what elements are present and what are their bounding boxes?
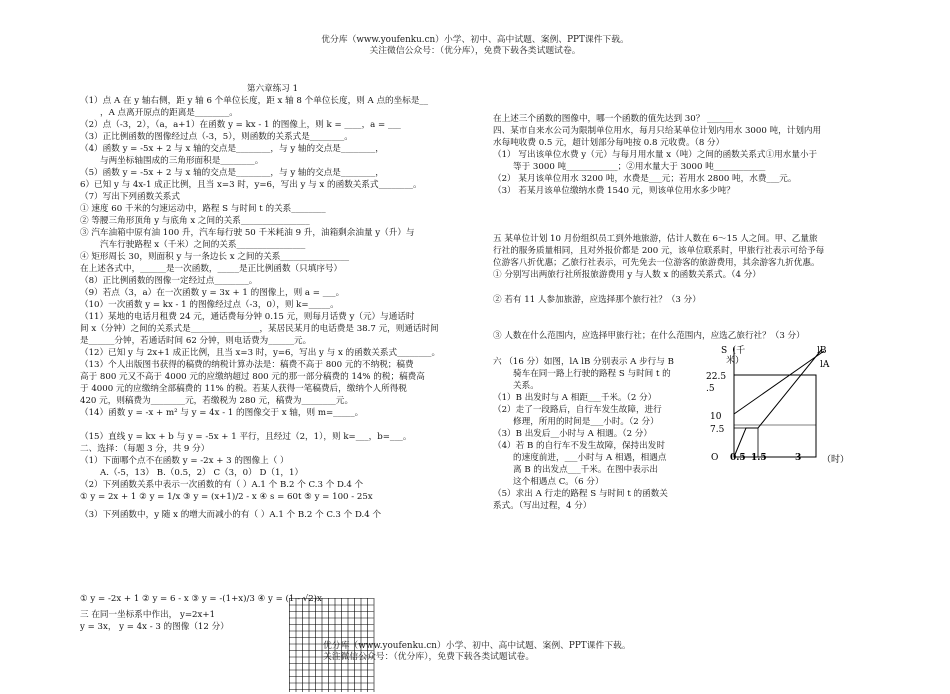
section-6-q2: （2）走了一段路后，自行车发生故障，进行 xyxy=(493,405,662,415)
q15-line: （15）直线 y = kx + b 与 y = -5x + 1 平行，且经过（2，1），则 k=___，b=___。 xyxy=(80,432,412,442)
section-6-q5: （5）求出 A 行走的路程 S 与时间 t 的函数关 xyxy=(493,489,668,499)
graph-ylabel: S（千 xyxy=(721,346,746,356)
q7-item-4: ④ 矩形周长 30，则面积 y 与一条边长 x 之间的关系________________ xyxy=(80,252,350,262)
mc2-question: （2）下列函数关系中表示一次函数的有（ ）A.1 个 B.2 个 C.3 个 D.4 个 xyxy=(80,480,364,490)
ytick-frag: .5 xyxy=(706,384,715,394)
section-6-q5-cont: 系式。（写出过程，4 分） xyxy=(493,501,592,511)
section-6-q1: （1）B 出发时与 A 相距___千米。（2 分） xyxy=(493,393,657,403)
label-lA: lA xyxy=(820,360,830,370)
left-column xyxy=(80,83,465,633)
label-lB: lB xyxy=(817,346,827,356)
page-header xyxy=(0,35,950,57)
q7-item-1: ① 速度 60 千米的匀速运动中，路程 S 与时间 t 的关系________ xyxy=(80,204,326,214)
q7-heading: （7）写出下列函数关系式 xyxy=(80,192,180,202)
ytick-7-5: 7.5 xyxy=(710,425,725,435)
q11-line-3: 是______分钟，若通话时间 62 分钟，则电话费为______元。 xyxy=(80,336,312,346)
q4-line-1: （4）函数 y = -5x + 2 与 x 轴的交点是________，与 y 轴的交点是________， xyxy=(80,144,384,154)
section-3-functions: y = 3x， y = 4x - 3 的图像（12 分） xyxy=(80,622,229,632)
compare-question: 在上述三个函数的图像中，哪一个函数的值先达到 30？ ______ xyxy=(493,114,733,124)
section-6-line-1: 六 （16 分）如图，lA lB 分别表示 A 步行与 B xyxy=(493,357,674,367)
line-A xyxy=(734,351,824,414)
ytick-22-5: 22.5 xyxy=(706,372,727,382)
mc1-options: A.（-5，13） B.（0.5，2） C（3，0） D（1，1） xyxy=(100,468,304,478)
q2-line: （2）点（-3，2），（a，a+1）在函数 y = kx - 1 的图像上，则 k = ____，a = ___ xyxy=(80,120,401,130)
footer-line-2: 关注微信公众号：（优分库），免费下载各类试题试卷。 xyxy=(323,652,535,662)
section-6-line-2: 骑车在同一路上行驶的路程 S 与时间 t 的 xyxy=(513,369,671,379)
q8-line: （8）正比例函数的图像一定经过点________。 xyxy=(80,276,258,286)
graph-xlabel: （时） xyxy=(822,455,850,465)
q3-line: （3）正比例函数的图像经过点（-3，5），则函数的关系式是________。 xyxy=(80,132,353,142)
xtick-1-5: 1.5 xyxy=(751,453,767,463)
q6-line: 6）已知 y 与 4x-1 成正比例，且当 x=3 时，y=6，写出 y 与 x 的函数关系式________。 xyxy=(80,180,422,190)
section-6-q4-cont-3: 这个相遇点 C。（6 分） xyxy=(513,477,604,487)
section-5-q3: ③ 人数在什么范围内，应选择甲旅行社；在什么范围内，应选乙旅行社？（3 分） xyxy=(493,331,805,341)
section-4-line-1: 四、某市自来水公司为限制单位用水，每月只给某单位计划内用水 3000 吨，计划内用 xyxy=(493,126,822,136)
section-6-line-3: 关系。 xyxy=(513,381,539,391)
q5-line: （5）函数 y = -5x + 2 与 x 轴的交点是________，与 y 轴的交点是________， xyxy=(80,168,384,178)
section-4-q3: （3） 若某月该单位缴纳水费 1540 元，则该单位用水多少吨？ xyxy=(493,186,735,196)
distance-time-graph xyxy=(706,339,866,469)
section-6-q4-cont-2: 离 B 的出发点___千米。在图中表示出 xyxy=(513,465,658,475)
q1-line-2: ，A 点离开原点的距离是________。 xyxy=(100,108,238,118)
section-6-q3: （3）B 出发后__小时与 A 相遇。（2 分） xyxy=(493,429,652,439)
q7-item-2: ② 等腰三角形顶角 y 与底角 x 之间的关系________________ xyxy=(80,216,310,226)
section-5-line-1: 五 某单位计划 10 月份组织员工到外地旅游，估计人数在 6～15 人之间。甲、乙量旅 xyxy=(493,234,818,244)
q12-line: （12）已知 y 与 2x+1 成正比例，且当 x=3 时，y=6，写出 y 与 x 的函数关系式________。 xyxy=(80,348,441,358)
q4-line-2: 与两坐标轴围成的三角形面积是________。 xyxy=(100,156,264,166)
section-6-q2-cont: 修理，所用的时间是___小时。（2 分） xyxy=(513,417,659,427)
section-2-heading: 二、选择：（每题 3 分，共 9 分） xyxy=(80,444,210,454)
header-line-1: 优分库（www.youfenku.cn）小学、初中、高中试题、案例、PPT课件下载。 xyxy=(321,35,629,45)
mc2-functions: ① y = 2x + 1 ② y = 1/x ③ y = (x+1)/2 - x ④ s = 60t ⑤ y = 100 - 25x xyxy=(80,492,373,502)
line-B xyxy=(734,349,822,457)
q9-line: （9）若点（3，a）在一次函数 y = 3x + 1 的图像上，则 a = ___。 xyxy=(80,288,345,298)
mc1-question: （1）下面哪个点不在函数 y = -2x + 3 的图像上（ ） xyxy=(80,456,289,466)
graph-axes xyxy=(734,347,824,457)
section-4-q1-cont: 等于 3000 吨____________；②用水量大于 3000 吨____________ xyxy=(513,162,766,172)
graph-ylabel-2: 米） xyxy=(726,356,745,366)
mc3-functions: ① y = -2x + 1 ② y = 6 - x ③ y = -(1+x)/3 ④ y = (1 - √2)x xyxy=(80,594,322,604)
q11-line-2: 间 x（分钟）之间的关系式是________________，某居民某月的电话费是 38.7 元，则通话时间 xyxy=(80,324,439,334)
q11-line-1: （11）某地的电话月租费 24 元，通话费每分钟 0.15 元，则每月话费 y（元）与通话时 xyxy=(80,312,415,322)
q13-line-3: 于 4000 元的应缴纳全部稿费的 11% 的税。若某人获得一笔稿费后，缴纳个人所得税 xyxy=(80,384,407,394)
q13-line-4: 420 元，则稿费为________元，若缴税为 280 元，稿费为________元。 xyxy=(80,396,354,406)
xtick-0-5: 0.5 xyxy=(730,453,746,463)
xtick-3: 3 xyxy=(795,453,802,463)
page-footer xyxy=(323,641,631,663)
section-5-line-3: 位游客八折优惠；乙旅行社表示，可先免去一位游客的旅游费用，其余游客九折优惠。 xyxy=(493,258,820,268)
q7-item-3-cont: 汽车行驶路程 x（千米）之间的关系________________ xyxy=(100,240,306,250)
graph-origin: O xyxy=(711,453,719,463)
q10-line: （10）一次函数 y = kx - 1 的图像经过点（-3，0），则 k=_____。 xyxy=(80,300,339,310)
footer-line-1: 优分库（www.youfenku.cn）小学、初中、高中试题、案例、PPT课件下载。 xyxy=(323,641,631,651)
section-6-q4-cont-1: 的速度前进，___小时与 A 相遇，相遇点 xyxy=(513,453,667,463)
section-6-q4: （4）若 B 的自行车不发生故障，保持出发时 xyxy=(493,441,665,451)
section-5-q2: ② 若有 11 人参加旅游，应选择那个旅行社？（3 分） xyxy=(493,295,701,305)
section-5-q1: ① 分别写出两旅行社所报旅游费用 y 与人数 x 的函数关系式。（4 分） xyxy=(493,270,761,280)
q13-line-1: （13）个人出版图书获得的稿费的纳税计算办法是：稿费不高于 800 元的不纳税；稿费 xyxy=(80,360,414,370)
exercise-title: 第六章练习 1 xyxy=(246,84,299,94)
section-3-heading: 三 在同一坐标系中作出， y=2x+1 xyxy=(80,610,216,620)
section-4-line-2: 水每吨收费 0.5 元，超计划部分每吨按 0.8 元收费。（8 分） xyxy=(493,138,725,148)
ytick-10: 10 xyxy=(710,412,722,422)
section-4-q2: （2） 某月该单位用水 3200 吨，水费是___元；若用水 2800 吨，水费___元。 xyxy=(493,174,797,184)
section-5-line-2: 行社的服务质量相同，且对外报价都是 200 元，该单位联系时，甲旅行社表示可给予每 xyxy=(493,246,825,256)
q14-line: （14）函数 y = -x + m² 与 y = 4x - 1 的图像交于 x 轴，则 m=_____。 xyxy=(80,408,364,418)
mc3-question: （3）下列函数中，y 随 x 的增大而减小的有（ ）A.1 个 B.2 个 C.3 个 D.4 个 xyxy=(80,510,382,520)
q7-summary: 在上述各式中，______是一次函数，_____是正比例函数（只填序号） xyxy=(80,264,343,274)
header-line-2: 关注微信公众号：（优分库），免费下载各类试题试卷。 xyxy=(369,46,581,56)
q1-line-1: （1）点 A 在 y 轴右侧，距 y 轴 6 个单位长度，距 x 轴 8 个单位长度，则 A 点的坐标是__ xyxy=(80,96,429,106)
q7-item-3: ③ 汽车油箱中原有油 100 升，汽车每行驶 50 千米耗油 9 升，油箱剩余油量 y（升）与 xyxy=(80,228,415,238)
q13-line-2: 高于 800 元又不高于 4000 元的应缴纳超过 800 元的那一部分稿费的 14% 的税；稿费高 xyxy=(80,372,425,382)
section-4-q1: （1） 写出该单位水费 y（元）与每月用水量 x（吨）之间的函数关系式①用水量小于 xyxy=(493,150,818,160)
